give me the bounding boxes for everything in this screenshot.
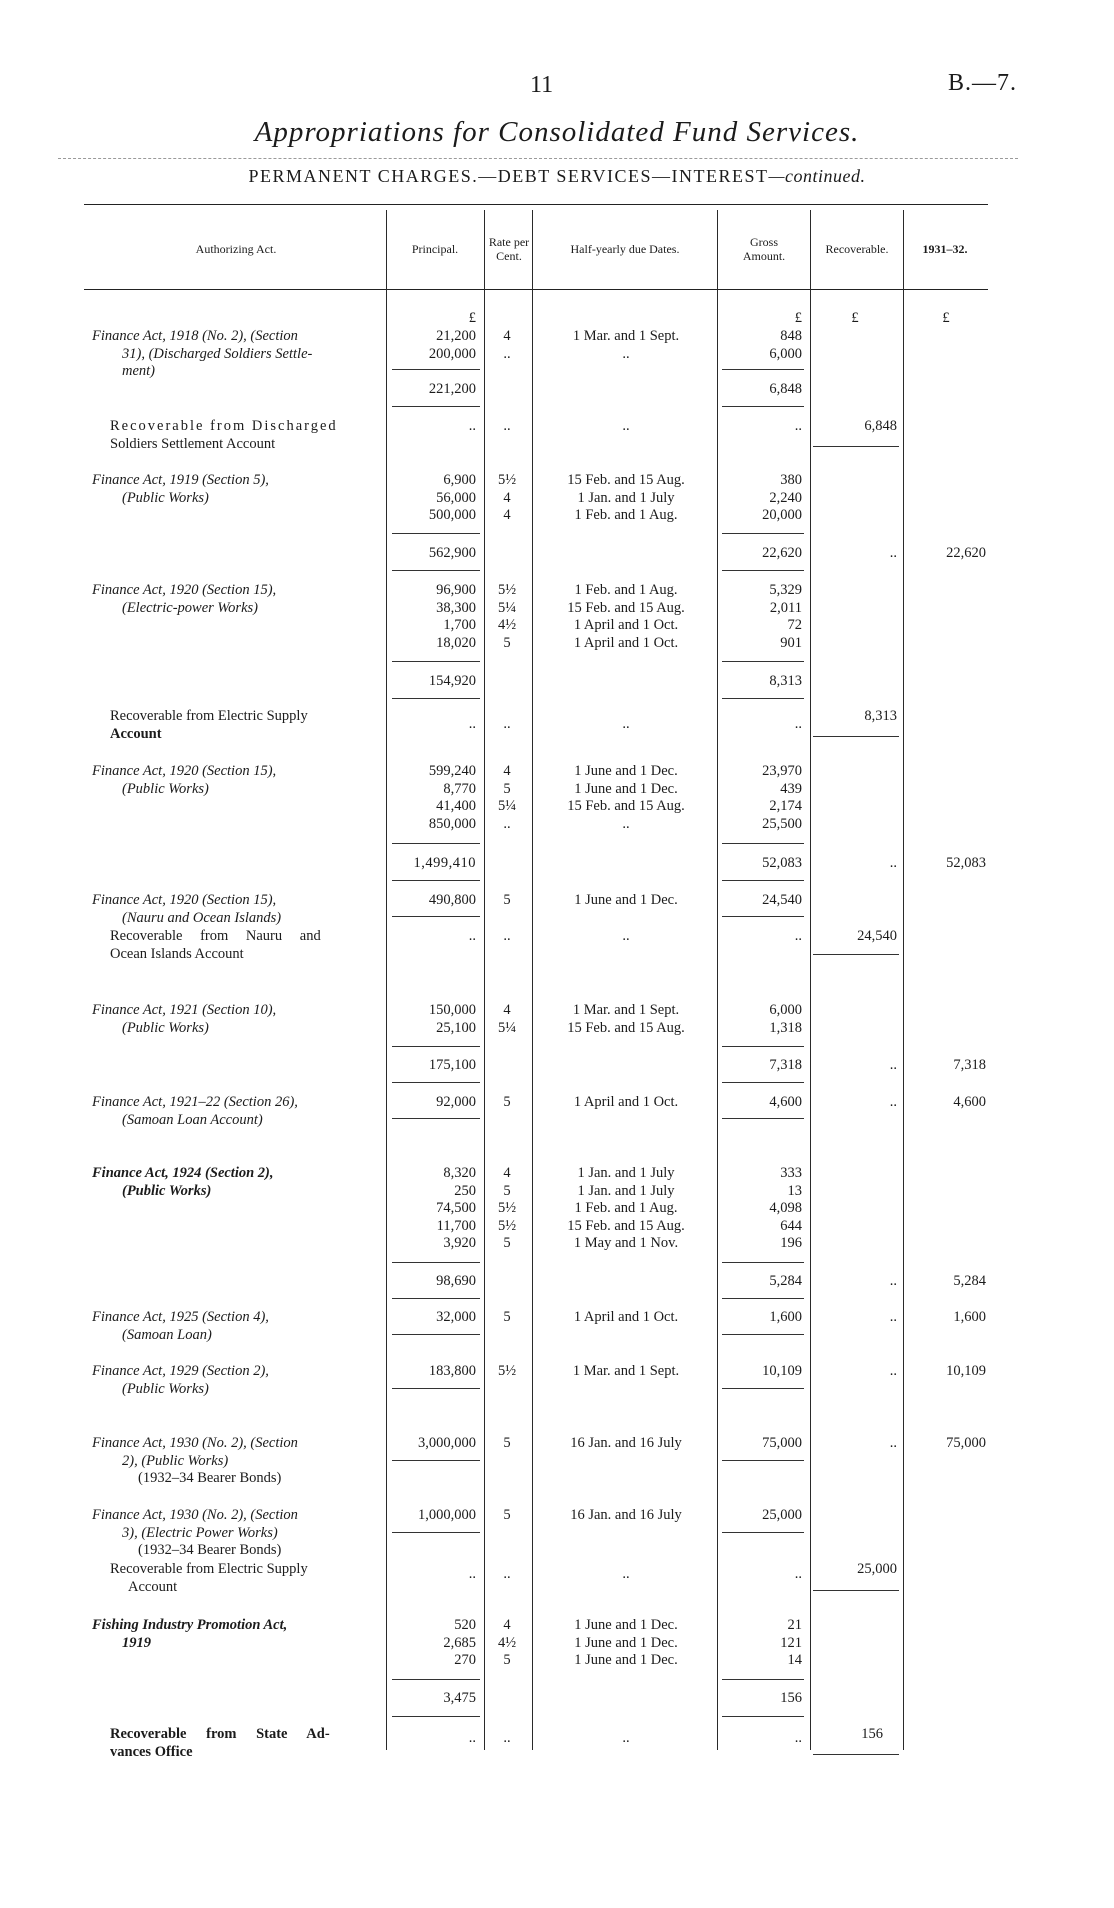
currency-symbol-year: £	[942, 310, 950, 326]
gross-amount-cell: 75,000	[762, 1435, 802, 1451]
act-line: Finance Act, 1929 (Section 2),	[92, 1363, 269, 1379]
column-divider	[810, 210, 811, 1750]
subtotal-rule	[392, 1118, 480, 1119]
gross-amount-cell: 24,540	[762, 892, 802, 908]
subtotal-rule	[392, 880, 480, 881]
act-cell	[92, 582, 386, 617]
gross-amount-cell: 21 121 14	[780, 1617, 802, 1669]
subtotal-rule	[392, 916, 480, 917]
column-header-principal: Principal.	[411, 242, 459, 256]
act-cell	[92, 1561, 386, 1596]
gross-total: 22,620	[762, 545, 802, 561]
gross-total: 8,313	[769, 673, 802, 689]
subtotal-rule	[722, 1046, 804, 1047]
year-amount-cell: 1,600	[953, 1309, 986, 1325]
act-line: Finance Act, 1921–22 (Section 26),	[92, 1094, 298, 1110]
year-amount-cell: 22,620	[946, 545, 986, 561]
subtotal-rule	[722, 369, 804, 370]
act-line: (Public Works)	[122, 1019, 209, 1036]
subtotal-rule	[392, 1716, 480, 1717]
subtotal-rule	[722, 406, 804, 407]
act-cell	[92, 472, 386, 507]
principal-cell: ..	[468, 716, 476, 732]
rate-cell: 4 ..	[503, 328, 511, 362]
due-dates-cell: 1 June and 1 Dec. 1 June and 1 Dec. 15 Feb. and 15 Aug. ..	[567, 763, 685, 832]
act-cell	[92, 1002, 386, 1037]
act-line: Ocean Islands Account	[110, 945, 244, 962]
gross-amount-cell: 25,000	[762, 1507, 802, 1523]
subtotal-rule	[722, 1334, 804, 1335]
year-amount-cell: 10,109	[946, 1363, 986, 1379]
due-dates-cell: 1 Jan. and 1 July 1 Jan. and 1 July 1 Feb. and 1 Aug. 15 Feb. and 15 Aug. 1 May and 1 Nov.	[567, 1165, 685, 1252]
act-cell	[92, 763, 386, 798]
recoverable-cell: ..	[889, 1273, 897, 1289]
act-cell	[92, 1363, 386, 1398]
act-line: Recoverable from Nauru and	[110, 928, 321, 944]
principal-cell: 32,000	[436, 1309, 476, 1325]
due-dates-cell: 1 June and 1 Dec. 1 June and 1 Dec. 1 June and 1 Dec.	[574, 1617, 678, 1669]
column-divider	[484, 210, 485, 1750]
rate-cell: 5½ 5¼ 4½ 5	[497, 582, 517, 651]
principal-cell: 150,000 25,100	[428, 1002, 476, 1036]
principal-cell: 183,800	[428, 1363, 476, 1379]
column-header-authorizing-act: Authorizing Act.	[195, 242, 277, 256]
subtotal-rule	[392, 1532, 480, 1533]
subtotal-rule	[392, 1262, 480, 1263]
subtotal-rule	[722, 916, 804, 917]
principal-cell: ..	[468, 418, 476, 434]
subtotal-rule	[392, 698, 480, 699]
currency-symbol-gross: £	[794, 310, 802, 326]
rate-cell: 5	[503, 1435, 511, 1451]
due-dates-cell: 1 Mar. and 1 Sept. ..	[572, 328, 680, 362]
act-line: Recoverable from Discharged	[110, 418, 338, 434]
rate-cell: ..	[503, 928, 511, 944]
recoverable-cell: ..	[889, 1363, 897, 1379]
subtotal-rule	[392, 570, 480, 571]
principal-cell: ..	[468, 928, 476, 944]
year-amount-cell: 7,318	[953, 1057, 986, 1073]
act-line: Recoverable from State Ad-	[110, 1726, 330, 1742]
gross-amount-cell: 10,109	[762, 1363, 802, 1379]
act-cell	[92, 418, 386, 453]
principal-cell: 490,800	[428, 892, 476, 908]
act-line: Finance Act, 1920 (Section 15),	[92, 763, 277, 779]
column-divider	[386, 210, 387, 1750]
due-dates-cell: 1 April and 1 Oct.	[573, 1094, 679, 1110]
act-line: (Nauru and Ocean Islands)	[122, 909, 282, 926]
principal-total: 562,900	[428, 545, 476, 561]
gross-total: 5,284	[769, 1273, 802, 1289]
column-divider	[532, 210, 533, 1750]
subtotal-rule	[722, 1082, 804, 1083]
section-heading-suffix: —continued.	[768, 166, 866, 186]
due-dates-cell: 15 Feb. and 15 Aug. 1 Jan. and 1 July 1 Feb. and 1 Aug.	[567, 472, 685, 524]
due-dates-cell: 1 June and 1 Dec.	[574, 892, 678, 908]
principal-cell: 21,200 200,000	[428, 328, 476, 362]
year-amount-cell: 52,083	[946, 855, 986, 871]
gross-amount-cell: ..	[794, 1566, 802, 1582]
subtotal-rule	[392, 1460, 480, 1461]
recoverable-cell: 8,313	[864, 708, 897, 724]
recoverable-cell: 24,540	[857, 928, 897, 944]
principal-cell: 6,900 56,000 500,000	[428, 472, 476, 524]
subtotal-rule	[392, 1334, 480, 1335]
act-cell	[92, 1094, 386, 1129]
gross-amount-cell: ..	[794, 418, 802, 434]
column-divider	[903, 210, 904, 1750]
year-amount-cell: 4,600	[953, 1094, 986, 1110]
rate-cell: 4 5¼	[497, 1002, 517, 1036]
act-cell	[92, 892, 386, 927]
subtotal-rule	[813, 1590, 899, 1591]
recoverable-cell: ..	[889, 1094, 897, 1110]
gross-amount-cell: 4,600	[769, 1094, 802, 1110]
subtotal-rule	[722, 1388, 804, 1389]
principal-cell: 8,320 250 74,500 11,700 3,920	[436, 1165, 476, 1252]
gross-amount-cell: 1,600	[769, 1309, 802, 1325]
subtotal-rule	[722, 1679, 804, 1680]
currency-symbol-principal: £	[468, 310, 476, 326]
act-line: (Samoan Loan)	[122, 1326, 212, 1343]
act-cell	[92, 1507, 386, 1560]
act-line: (Public Works)	[122, 489, 209, 506]
due-dates-cell: 1 Feb. and 1 Aug. 15 Feb. and 15 Aug. 1 April and 1 Oct. 1 April and 1 Oct.	[567, 582, 685, 651]
subtotal-rule	[722, 880, 804, 881]
due-dates-cell: ..	[622, 1566, 630, 1582]
document-reference: B.—7.	[948, 70, 1018, 96]
act-line: Finance Act, 1921 (Section 10),	[92, 1002, 277, 1018]
subtotal-rule	[392, 1679, 480, 1680]
rate-cell: 5	[503, 892, 511, 908]
page-number: 11	[530, 72, 554, 98]
subtotal-rule	[392, 406, 480, 407]
gross-amount-cell: ..	[794, 716, 802, 732]
due-dates-cell: 16 Jan. and 16 July	[570, 1435, 682, 1451]
act-cell	[92, 708, 386, 743]
gross-amount-cell: ..	[794, 1730, 802, 1746]
due-dates-cell: ..	[622, 1730, 630, 1746]
act-line: Account	[128, 1578, 178, 1595]
act-line: Finance Act, 1919 (Section 5),	[92, 472, 269, 488]
recoverable-cell: ..	[889, 1435, 897, 1451]
subtotal-rule	[722, 1118, 804, 1119]
act-line: Recoverable from Electric Supply	[110, 1561, 308, 1577]
rate-cell: 4 5 5¼ ..	[497, 763, 517, 832]
subtotal-rule	[392, 369, 480, 370]
subtotal-rule	[813, 736, 899, 737]
subtotal-rule	[722, 661, 804, 662]
recoverable-cell: 25,000	[857, 1561, 897, 1577]
principal-total: 3,475	[443, 1690, 476, 1706]
due-dates-cell: ..	[622, 418, 630, 434]
due-dates-cell: 16 Jan. and 16 July	[570, 1507, 682, 1523]
rate-cell: ..	[503, 1566, 511, 1582]
column-header-gross-amount: Gross Amount.	[742, 235, 786, 263]
act-line: 2), (Public Works)	[122, 1452, 229, 1469]
act-line: (Public Works)	[122, 1182, 212, 1199]
header-bottom-rule	[84, 289, 988, 290]
principal-cell: 1,000,000	[418, 1507, 476, 1523]
subtotal-rule	[813, 446, 899, 447]
subtotal-rule	[392, 1082, 480, 1083]
act-line: Finance Act, 1920 (Section 15),	[92, 892, 277, 908]
due-dates-cell: ..	[622, 716, 630, 732]
subtotal-rule	[722, 533, 804, 534]
principal-total: 98,690	[436, 1273, 476, 1289]
act-line: Fishing Industry Promotion Act,	[92, 1617, 288, 1633]
principal-total: 175,100	[428, 1057, 476, 1073]
subtotal-rule	[722, 1716, 804, 1717]
rate-cell: 4 5 5½ 5½ 5	[497, 1165, 517, 1252]
gross-amount-cell: 6,000 1,318	[769, 1002, 802, 1036]
rate-cell: ..	[503, 1730, 511, 1746]
principal-cell: 96,900 38,300 1,700 18,020	[436, 582, 476, 651]
act-line: ment)	[122, 363, 156, 380]
rate-cell: ..	[503, 716, 511, 732]
subtotal-rule	[392, 1298, 480, 1299]
subtotal-rule	[722, 698, 804, 699]
act-line: (Samoan Loan Account)	[122, 1111, 263, 1128]
due-dates-cell: 1 Mar. and 1 Sept.	[572, 1363, 680, 1379]
page-title: Appropriations for Consolidated Fund Services.	[254, 116, 860, 148]
year-amount-cell: 75,000	[946, 1435, 986, 1451]
act-line: (Public Works)	[122, 1380, 209, 1397]
section-heading-text: PERMANENT CHARGES.—DEBT SERVICES—INTEREST	[248, 166, 769, 186]
act-line: 1919	[122, 1634, 151, 1651]
subtotal-rule	[392, 1388, 480, 1389]
subtotal-rule	[722, 843, 804, 844]
act-line: Finance Act, 1920 (Section 15),	[92, 582, 277, 598]
act-cell	[92, 1309, 386, 1344]
gross-amount-cell: 5,329 2,011 72 901	[769, 582, 802, 651]
recoverable-cell: ..	[889, 1057, 897, 1073]
act-cell	[92, 928, 386, 963]
recoverable-cell: 156	[861, 1726, 883, 1742]
rate-cell: 5½ 4 4	[497, 472, 517, 524]
recoverable-cell: ..	[889, 545, 897, 561]
due-dates-cell: 1 Mar. and 1 Sept. 15 Feb. and 15 Aug.	[567, 1002, 685, 1036]
title-divider	[58, 158, 1018, 159]
principal-cell: 599,240 8,770 41,400 850,000	[428, 763, 476, 832]
gross-amount-cell: 380 2,240 20,000	[762, 472, 802, 524]
principal-cell: ..	[468, 1566, 476, 1582]
subtotal-rule	[392, 1046, 480, 1047]
act-line: 31), (Discharged Soldiers Settle-	[122, 345, 313, 362]
principal-cell: 520 2,685 270	[443, 1617, 476, 1669]
gross-total: 6,848	[769, 381, 802, 397]
principal-cell: 92,000	[436, 1094, 476, 1110]
gross-total: 52,083	[762, 855, 802, 871]
recoverable-cell: 6,848	[864, 418, 897, 434]
column-header-recoverable: Recoverable.	[825, 242, 889, 256]
due-dates-cell: 1 April and 1 Oct.	[573, 1309, 679, 1325]
subtotal-rule	[392, 661, 480, 662]
principal-cell: 3,000,000	[418, 1435, 476, 1451]
principal-total: 154,920	[428, 673, 476, 689]
gross-total: 7,318	[769, 1057, 802, 1073]
column-divider	[717, 210, 718, 1750]
year-amount-cell: 5,284	[953, 1273, 986, 1289]
act-line: Recoverable from Electric Supply	[110, 708, 308, 724]
column-header-due-dates: Half-yearly due Dates.	[570, 242, 680, 256]
rate-cell: 5	[503, 1309, 511, 1325]
act-line: (1932–34 Bearer Bonds)	[138, 1470, 282, 1487]
subtotal-rule	[722, 1460, 804, 1461]
gross-amount-cell: 23,970 439 2,174 25,500	[762, 763, 802, 832]
act-line: Finance Act, 1924 (Section 2),	[92, 1165, 274, 1181]
act-line: (Public Works)	[122, 780, 209, 797]
subtotal-rule	[813, 954, 899, 955]
rate-cell: 5½	[497, 1363, 517, 1379]
currency-symbol-recoverable: £	[851, 310, 859, 326]
subtotal-rule	[722, 1262, 804, 1263]
recoverable-cell: ..	[889, 1309, 897, 1325]
rate-cell: 5	[503, 1507, 511, 1523]
gross-amount-cell: 848 6,000	[769, 328, 802, 362]
gross-total: 156	[780, 1690, 802, 1706]
rate-cell: ..	[503, 418, 511, 434]
subtotal-rule	[722, 1532, 804, 1533]
act-cell	[92, 328, 386, 381]
act-line: (Electric-power Works)	[122, 599, 258, 616]
act-cell	[92, 1726, 386, 1761]
recoverable-cell: ..	[889, 855, 897, 871]
act-line: vances Office	[110, 1743, 193, 1760]
section-heading	[0, 166, 1114, 187]
act-line: Finance Act, 1930 (No. 2), (Section	[92, 1435, 298, 1451]
act-cell	[92, 1435, 386, 1488]
principal-total: 1,499,410	[413, 855, 476, 871]
subtotal-rule	[722, 570, 804, 571]
rate-cell: 5	[503, 1094, 511, 1110]
subtotal-rule	[813, 1754, 899, 1755]
gross-amount-cell: ..	[794, 928, 802, 944]
act-line: (1932–34 Bearer Bonds)	[138, 1542, 282, 1559]
act-line: Finance Act, 1930 (No. 2), (Section	[92, 1507, 298, 1523]
subtotal-rule	[392, 843, 480, 844]
table-top-rule	[84, 204, 988, 205]
act-cell	[92, 1617, 386, 1652]
act-line: Finance Act, 1925 (Section 4),	[92, 1309, 269, 1325]
rate-cell: 4 4½ 5	[497, 1617, 517, 1669]
subtotal-rule	[722, 1298, 804, 1299]
principal-cell: ..	[468, 1730, 476, 1746]
column-header-year-1931-32: 1931–32.	[922, 242, 968, 256]
column-header-rate: Rate per Cent.	[488, 235, 530, 263]
act-cell	[92, 1165, 386, 1200]
act-line: 3), (Electric Power Works)	[122, 1524, 278, 1541]
subtotal-rule	[392, 533, 480, 534]
act-line: Finance Act, 1918 (No. 2), (Section	[92, 328, 298, 344]
gross-amount-cell: 333 13 4,098 644 196	[769, 1165, 802, 1252]
principal-total: 221,200	[428, 381, 476, 397]
act-line: Soldiers Settlement Account	[110, 435, 276, 452]
act-line: Account	[110, 725, 162, 742]
due-dates-cell: ..	[622, 928, 630, 944]
